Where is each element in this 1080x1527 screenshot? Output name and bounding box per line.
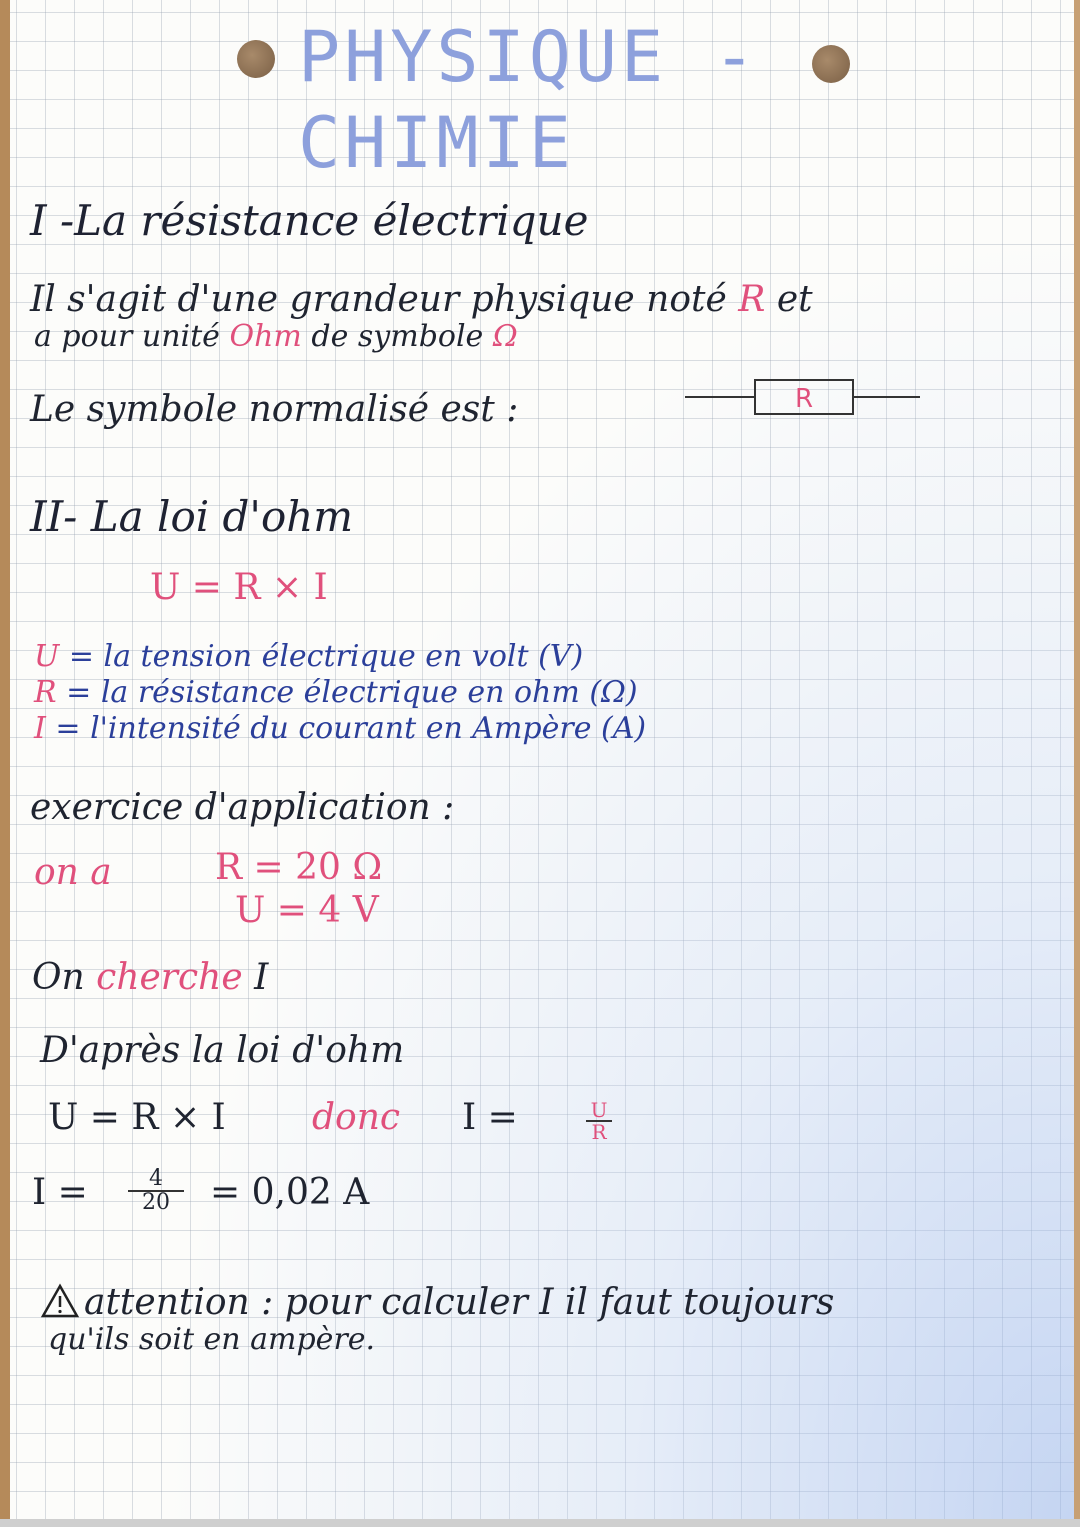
def-i-symbol: I [34,711,46,746]
fraction-denominator: R [591,1120,607,1144]
note-line1: attention : pour calculer I il faut toujours [84,1282,835,1323]
section-heading-ohm-law: II- La loi d'ohm [30,492,354,541]
warning-triangle-icon [40,1283,80,1319]
def-u-text: = la tension électrique en volt (V) [68,639,584,674]
section-heading-resistance: I -La résistance électrique [30,196,589,245]
punch-hole-left [237,40,275,78]
ohm-unit: Ohm [229,319,302,354]
page-edge-bottom [0,1519,1080,1527]
given-u: U = 4 V [235,890,379,931]
calc-numerator: 4 [128,1168,184,1192]
def-r-symbol: R [34,675,57,710]
definition-r [34,675,638,710]
given-r: R = 20 Ω [215,847,383,888]
seek-prefix: On [32,957,85,998]
resistance-text-line2 [34,319,518,354]
equation-1: U = R × I [48,1097,226,1138]
calc-denominator: 20 [142,1190,170,1215]
line1-end: et [776,279,813,320]
calc-fraction [128,1168,184,1214]
definition-u [34,639,584,674]
page-title-line1: PHYSIQUE - [298,16,760,98]
law-line: D'après la loi d'ohm [40,1030,405,1071]
page-title-line2: CHIMIE [298,102,575,184]
symbol-line: Le symbole normalisé est : [30,389,519,430]
equation-2-lhs: I = [462,1097,518,1138]
def-i-text: = l'intensité du courant en Ampère (A) [55,711,647,746]
seek-line [32,957,269,998]
page-edge-right [1074,0,1080,1527]
r-symbol: R [738,279,766,320]
note-line2: qu'ils soit en ampère. [48,1322,376,1357]
ohm-formula: U = R × I [150,567,328,608]
omega-symbol: Ω [492,319,518,354]
seek-variable: I [254,957,269,998]
seek-verb: cherche [96,957,243,998]
line2-text: a pour unité [34,319,220,354]
exercise-title: exercice d'application : [30,787,455,828]
line1-text: Il s'agit d'une grandeur physique noté [30,279,727,320]
def-r-text: = la résistance électrique en ohm (Ω) [66,675,638,710]
definition-i [34,711,647,746]
calc-lhs: I = [32,1172,88,1213]
punch-hole-right [812,45,850,83]
line2-mid: de symbole [311,319,484,354]
page-edge-left [0,0,10,1527]
resistance-text-line1 [30,279,813,320]
def-u-symbol: U [34,639,60,674]
resistor-symbol [680,372,930,422]
equation-connector: donc [312,1097,401,1138]
resistor-label: R [794,384,814,414]
given-label: on a [34,852,112,893]
fraction-numerator: U [586,1100,612,1122]
calc-result: = 0,02 A [210,1172,370,1213]
equation-2-fraction [586,1100,612,1142]
